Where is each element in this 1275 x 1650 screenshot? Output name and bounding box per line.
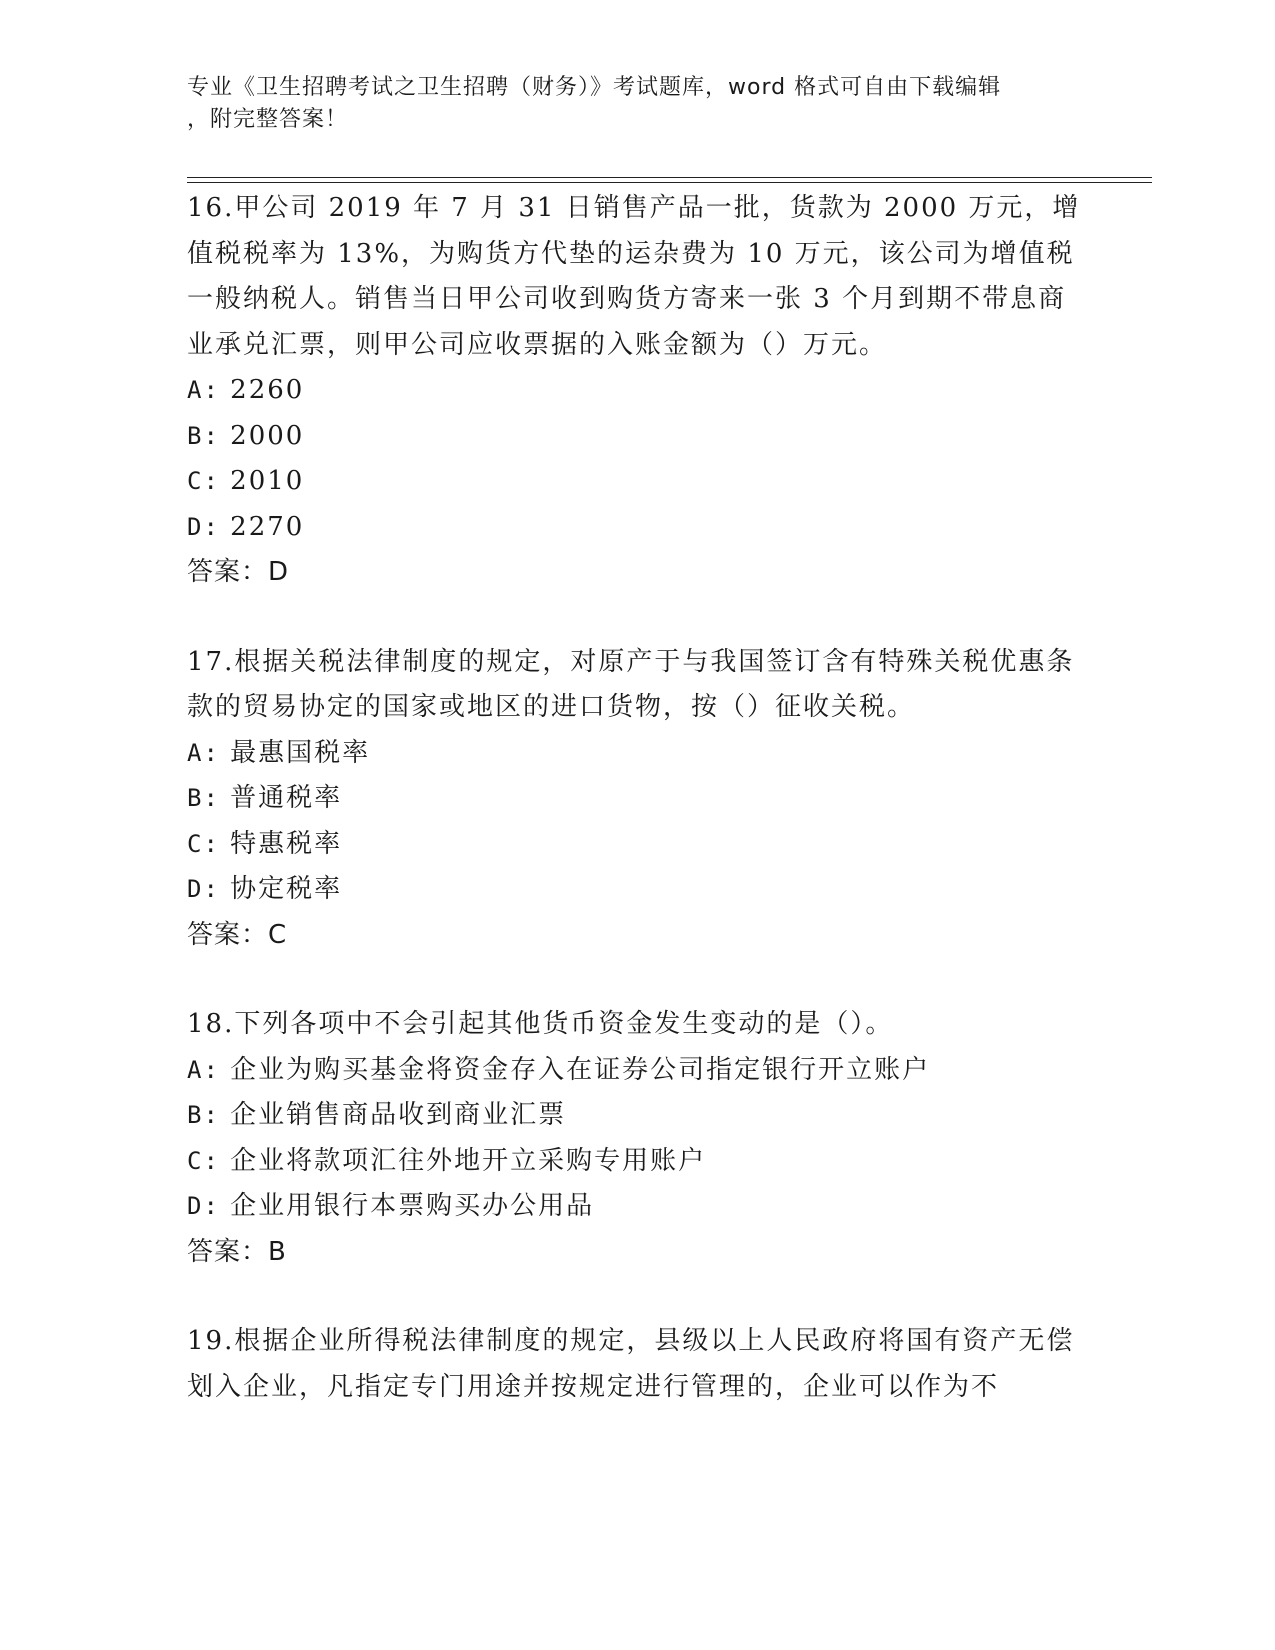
question-19 [187,1319,1087,1410]
option-text: 2260 [230,375,305,405]
header-divider-top [187,177,1152,178]
option-text: 普通税率 [230,783,343,813]
option-letter: B: [187,784,220,812]
option-letter: C: [187,467,220,495]
option-d [187,505,1087,551]
option-a [187,1048,1087,1094]
option-text: 最惠国税率 [230,737,371,768]
question-16 [187,186,1087,596]
option-text: 2010 [230,466,305,496]
option-letter: C: [187,1146,220,1175]
option-text: 企业将款项汇往外地开立采购专用账户 [230,1145,707,1176]
option-a [187,731,1087,777]
question-stem: 17.根据关税法律制度的规定，对原产于与我国签订含有特殊关税优惠条款的贸易协定的国家或地区的进口货物，按（）征收关税。 [187,646,1075,722]
option-letter: A: [187,1055,220,1084]
question-stem: 16.甲公司 2019 年 7 月 31 日销售产品一批，货款为 2000 万元，增值税税率为 13%，为购货方代垫的运杂费为 10 万元，该公司为增值税一般纳税人。销售当日甲公司收到购货方寄来一张 3 个月到期不带息商业承兑汇票，则甲公司应收票据的入账金额为（）万元。 [187,193,1081,360]
option-letter: B: [187,1101,220,1129]
option-text: 企业为购买基金将资金存入在证券公司指定银行开立账户 [230,1054,931,1085]
option-letter: D: [187,1192,220,1220]
option-c [187,822,1087,868]
option-c [187,1139,1087,1185]
option-b [187,776,1087,822]
answer-line: 答案：D [187,557,290,587]
document-header [187,72,1067,136]
option-text: 2270 [230,511,305,542]
option-a [187,368,1087,414]
option-text: 协定税率 [230,874,343,904]
option-letter: A: [187,376,220,404]
option-letter: B: [187,421,220,450]
answer-line: 答案：C [187,919,288,950]
option-text: 企业销售商品收到商业汇票 [230,1100,567,1130]
question-list [187,186,1087,1410]
option-letter: A: [187,738,220,767]
header-line-1: 专业《卫生招聘考试之卫生招聘（财务）》考试题库，word 格式可自由下载编辑 [187,75,1002,100]
header-divider-bottom [187,182,1152,183]
question-stem: 19.根据企业所得税法律制度的规定，县级以上人民政府将国有资产无偿划入企业，凡指定专门用途并按规定进行管理的，企业可以作为不 [187,1326,1075,1402]
option-c [187,459,1087,505]
option-text: 2000 [230,420,305,451]
option-text: 企业用银行本票购买办公用品 [230,1191,595,1221]
option-letter: C: [187,829,220,858]
option-d [187,867,1087,913]
option-text: 特惠税率 [230,828,343,859]
option-d [187,1184,1087,1230]
option-letter: D: [187,875,220,903]
option-b [187,414,1087,460]
question-17 [187,640,1087,959]
question-18 [187,1002,1087,1275]
question-stem: 18.下列各项中不会引起其他货币资金发生变动的是（）。 [187,1009,894,1039]
header-line-2: ，附完整答案！ [187,107,349,132]
answer-line: 答案：B [187,1236,287,1267]
option-b [187,1093,1087,1139]
option-letter: D: [187,512,220,541]
